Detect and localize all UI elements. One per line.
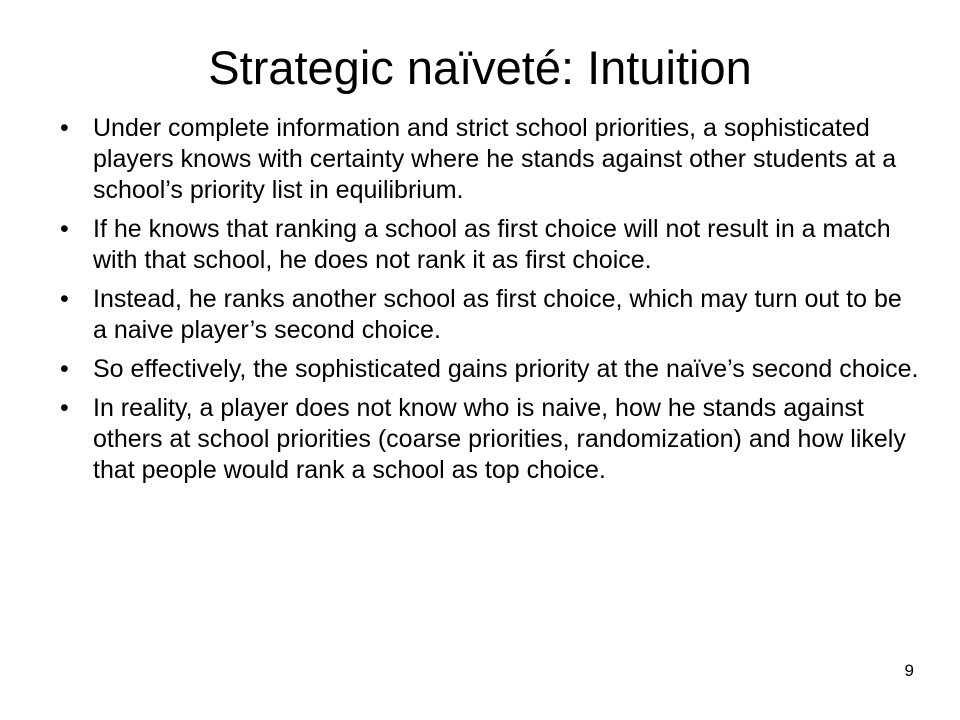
bullet-dot-icon: • [60,114,69,142]
bullet-dot-icon: • [60,285,69,313]
bullet-item [60,214,922,276]
bullet-list [60,113,922,494]
bullet-item [60,113,922,206]
slide-title: Strategic naïveté: Intuition [208,41,752,94]
bullet-dot-icon: • [60,215,69,243]
bullet-text: If he knows that ranking a school as first choice will not result in a match with that school, he does not rank it as first choice. [93,215,891,274]
bullet-text: Instead, he ranks another school as first choice, which may turn out to be a naive player’s second choice. [93,285,902,344]
bullet-item [60,354,922,385]
page-number: 9 [904,661,914,680]
bullet-dot-icon: • [60,394,69,422]
bullet-text: Under complete information and strict school priorities, a sophisticated players knows with certainty where he stands against other students at a school’s priority list in equilibrium. [93,114,897,204]
bullet-text: In reality, a player does not know who is naive, how he stands against others at school priorities (coarse priorities, randomization) and how likely that people would rank a school as top choice. [93,394,906,484]
bullet-dot-icon: • [60,355,69,383]
bullet-item [60,284,922,346]
bullet-text: So effectively, the sophisticated gains priority at the naïve’s second choice. [93,355,919,383]
bullet-item [60,393,922,486]
